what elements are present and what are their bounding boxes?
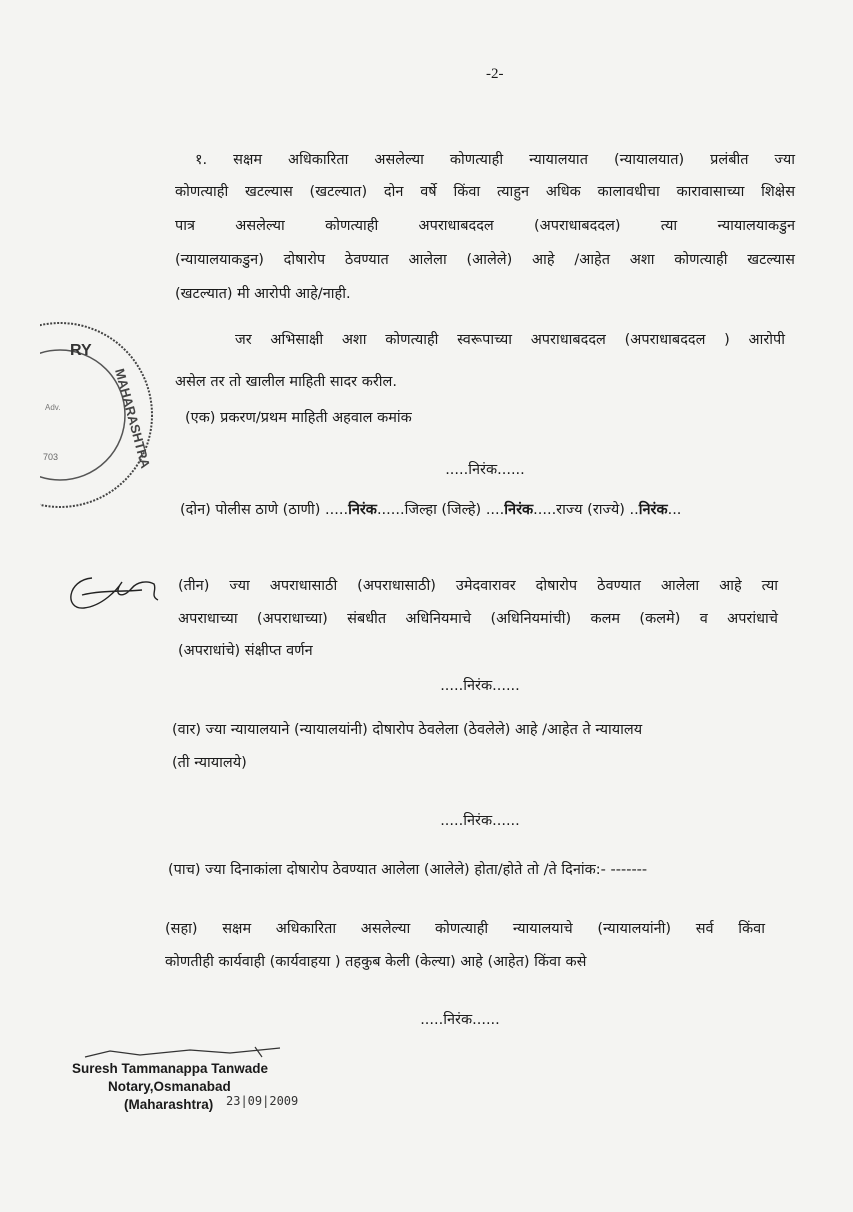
svg-text:RY: RY <box>70 342 92 359</box>
nil-marker: .....निरंक...... <box>445 462 525 478</box>
item-teen-line: (अपराधांचे) संक्षीप्त वर्णन <box>178 643 313 659</box>
nil-marker: .....निरंक...... <box>420 1012 500 1028</box>
item-saha-line: कोणतीही कार्यवाही (कार्यवाहया ) तहकुब केली (केल्या) आहे (आहेत) किंवा कसे <box>165 954 587 970</box>
notary-name: Suresh Tammanappa Tanwade <box>72 1061 269 1076</box>
svg-text:MAHARASHTRA: MAHARASHTRA <box>112 366 154 470</box>
district-label: ......जिल्हा (जिल्हे) .... <box>376 502 505 518</box>
page-number: -2- <box>486 66 504 82</box>
notary-seal-stamp <box>40 320 170 510</box>
trailing-dots: ... <box>667 502 682 518</box>
para1-line: कोणत्याही खटल्यास (खटल्यात) दोन वर्षे किंवा त्याहुन अधिक कालावधीचा कारावासाच्या शिक्षेस <box>175 184 795 200</box>
item-teen-line: अपराधाच्या (अपराधाच्या) संबधीत अधिनियमाचे (अधिनियमांची) कलम (कलमे) व अपरांधाचे <box>178 611 778 627</box>
item-ek: (एक) प्रकरण/प्रथम माहिती अहवाल कमांक <box>185 410 412 426</box>
nil-value: निरंक <box>638 502 668 518</box>
notary-title: Notary,Osmanabad <box>108 1079 231 1094</box>
para1-line: (न्यायालयाकडुन) दोषारोप ठेवण्यात आलेला (आलेले) आहे /आहेत अशा कोणत्याही खटल्यास <box>175 252 795 268</box>
notary-state: (Maharashtra) <box>124 1097 214 1112</box>
state-label: .....राज्य (राज्ये) .. <box>533 502 639 518</box>
item-pach: (पाच) ज्या दिनाकांला दोषारोप ठेवण्यात आलेला (आलेले) होता/होते तो /ते दिनांक:- ------- <box>168 862 648 878</box>
item-don <box>180 500 800 520</box>
para1-line: (खटल्यात) मी आरोपी आहे/नाही. <box>175 286 351 302</box>
svg-text:703: 703 <box>43 452 59 462</box>
item-char-line: (ती न्यायालये) <box>172 755 247 771</box>
para2-line: जर अभिसाक्षी अशा कोणत्याही स्वरूपाच्या अपराधाबददल (अपराधाबददल ) आरोपी <box>235 332 785 348</box>
signature-scribble <box>62 570 172 615</box>
notary-signature <box>80 1045 300 1061</box>
para1-line: पात्र असलेल्या कोणत्याही अपराधाबददल (अपराधाबददल) त्या न्यायालयाकडुन <box>175 218 795 234</box>
item-teen-line: (तीन) ज्या अपराधासाठी (अपराधासाठी) उमेदवारावर दोषारोप ठेवण्यात आलेला आहे त्या <box>178 578 778 594</box>
item-don-label: (दोन) पोलीस ठाणे (ठाणी) ..... <box>180 502 349 518</box>
nil-marker: .....निरंक...... <box>440 678 520 694</box>
item-saha-line: (सहा) सक्षम अधिकारिता असलेल्या कोणत्याही न्यायालयाचे (न्यायालयांनी) सर्व किंवा <box>165 921 765 937</box>
nil-value: निरंक <box>504 502 534 518</box>
nil-marker: .....निरंक...... <box>440 813 520 829</box>
nil-value: निरंक <box>348 502 377 518</box>
para1-line: १. सक्षम अधिकारिता असलेल्या कोणत्याही न्यायालयात (न्यायालयात) प्रलंबीत ज्या <box>195 152 795 168</box>
item-char-line: (वार) ज्या न्यायालयाने (न्यायालयांनी) दोषारोप ठेवलेला (ठेवलेले) आहे /आहेत ते न्यायालय <box>172 722 643 738</box>
para2-line: असेल तर तो खालील माहिती सादर करील. <box>175 374 397 390</box>
svg-text:Adv.: Adv. <box>45 403 61 412</box>
handwritten-date: 23|09|2009 <box>226 1094 299 1108</box>
